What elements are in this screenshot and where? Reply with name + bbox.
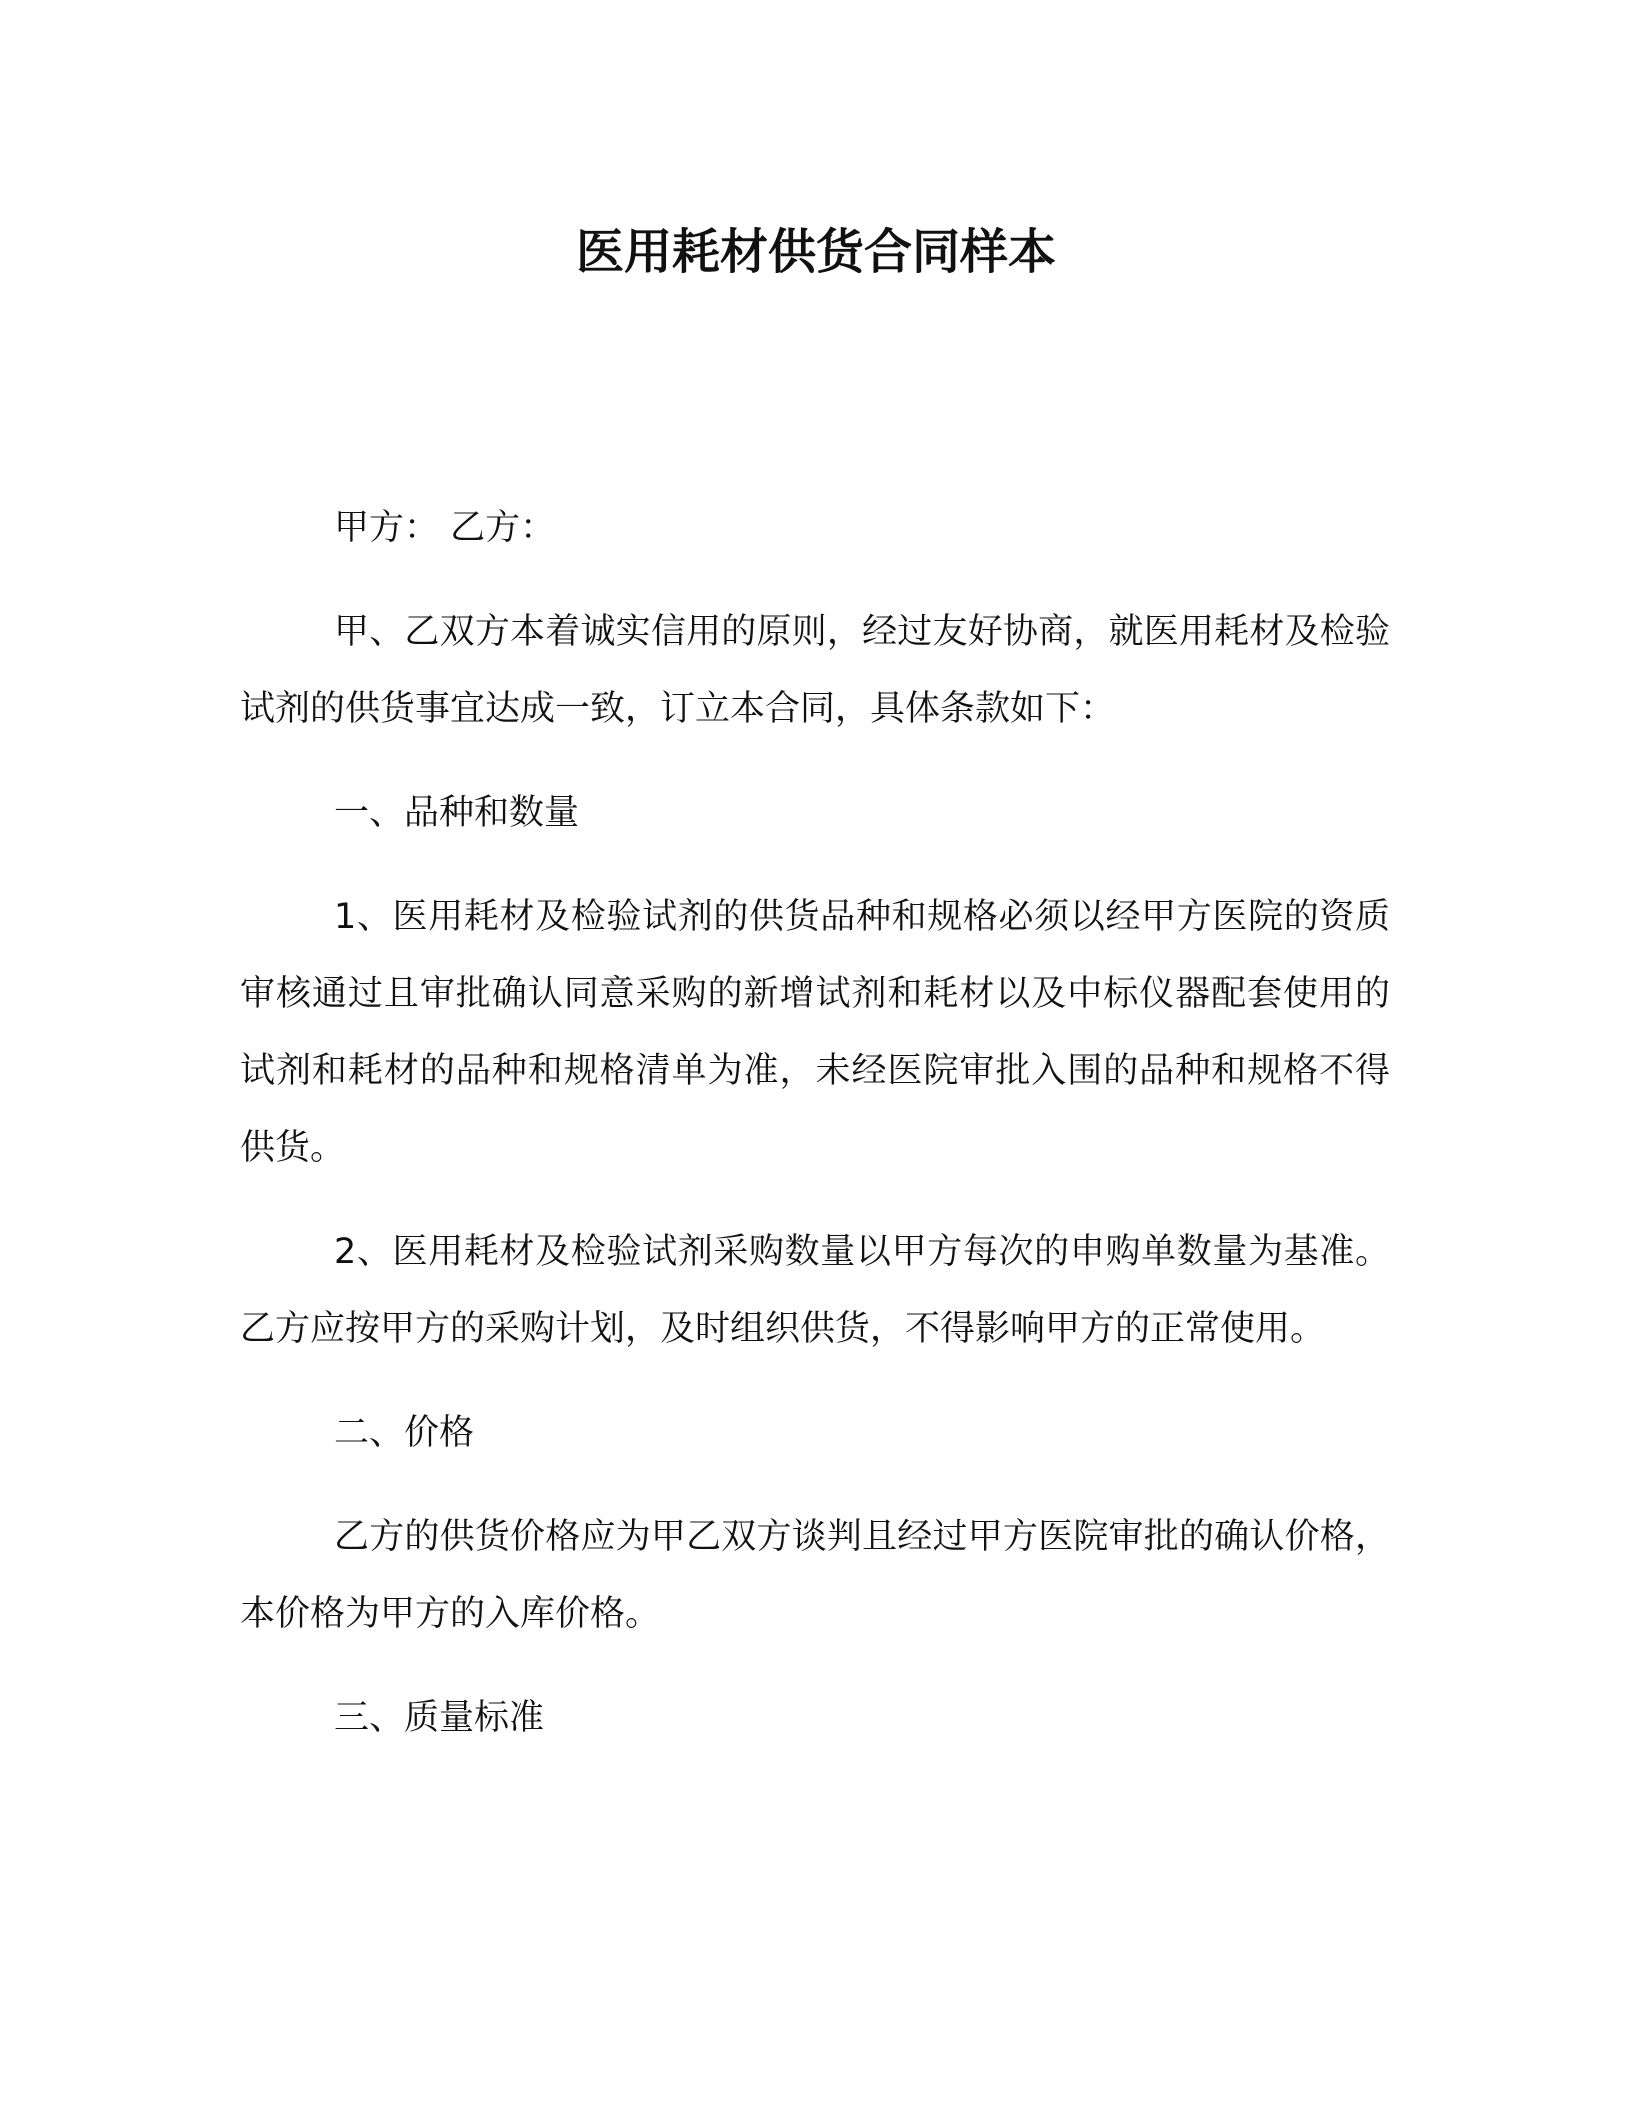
section-heading-price: 二、价格 (334, 1413, 475, 1453)
document-body (240, 490, 1390, 1784)
section-heading-quality: 三、质量标准 (334, 1698, 545, 1738)
clause-price: 乙方的供货价格应为甲乙双方谈判且经过甲方医院审批的确认价格，本价格为甲方的入库价格。 (240, 1517, 1390, 1634)
clause-1-1: 1、医用耗材及检验试剂的供货品种和规格必须以经甲方医院的资质审核通过且审批确认同意采购的新增试剂和耗材以及中标仪器配套使用的试剂和耗材的品种和规格清单为准，未经医院审批入围的品种和规格不得供货。 (240, 897, 1390, 1168)
section-heading-variety-quantity: 一、品种和数量 (334, 793, 580, 833)
parties-line: 甲方： 乙方： (334, 508, 556, 548)
document-title: 医用耗材供货合同样本 (575, 224, 1056, 280)
preamble-paragraph: 甲、乙双方本着诚实信用的原则，经过友好协商，就医用耗材及检验试剂的供货事宜达成一致，订立本合同，具体条款如下： (240, 612, 1390, 729)
clause-1-2: 2、医用耗材及检验试剂采购数量以甲方每次的申购单数量为基准。乙方应按甲方的采购计划，及时组织供货，不得影响甲方的正常使用。 (240, 1232, 1390, 1349)
